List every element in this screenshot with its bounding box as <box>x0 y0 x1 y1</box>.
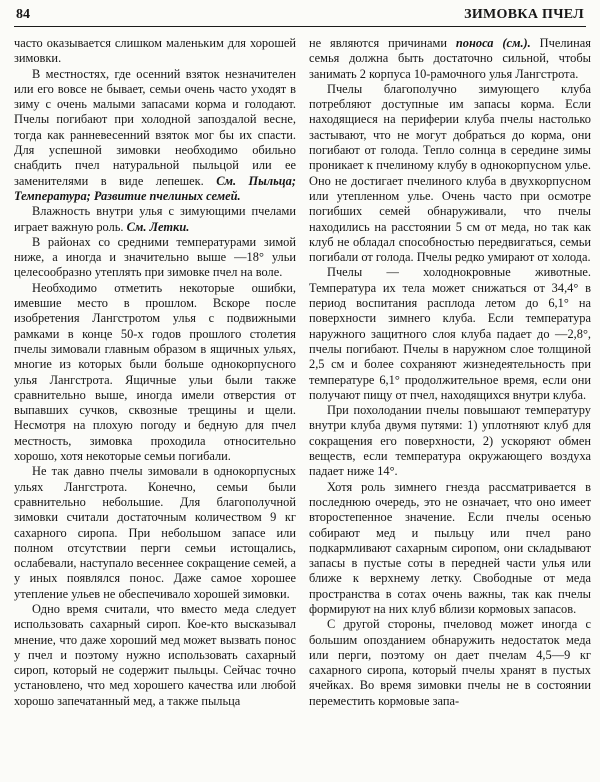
paragraph: С другой стороны, пчеловод может иногда с большим опозданием обнаружить недостаток меда или перги, поэтому он дает пчелам 4,5—9 кг сахарного сиропа, который пчелы хранят в пустых ячейках. Во время зимовки пчелы не в состоянии переместить кормовые запа- <box>309 617 591 708</box>
paragraph: не являются причинами поноса (см.). Пчелиная семья должна быть достаточно сильной, чтобы занимать 2 корпуса 10-рамочного улья Лангстрота. <box>309 36 592 81</box>
left-column <box>14 36 296 709</box>
running-title: ЗИМОВКА ПЧЕЛ <box>464 7 584 22</box>
paragraph: Влажность внутри улья с зимующими пчелами играет важную роль. См. Летки. <box>14 204 296 234</box>
paragraph: Хотя роль зимнего гнезда рассматривается в последнюю очередь, это не означает, что оно имеет второстепенное значение. Если пчелы осенью собирают мед и пыльцу или пчел рано подкармливают сахарным сиропом, они складывают запасы в пустые соты в передней части улья или ближе к верхнему летку. Свободные от меда пространства в сотах очень важны, так как пчелы формируют на них клуб вблизи кормовых запасов. <box>309 479 591 616</box>
page-header <box>14 4 586 27</box>
paragraph: В районах со средними температурами зимой ниже, а иногда и значительно выше —18° ульи целесообразно утеплять при зимовке пчел на воле. <box>14 234 296 280</box>
cross-reference: поноса (см.). <box>447 36 531 50</box>
paragraph: Необходимо отметить некоторые ошибки, имевшие место в прошлом. Вскоре после изобретения Лангстротом улья с подвижными рамками в конце 50-х годов прошлого столетия пчелы зимовали главным образом в ящичных ульях, многие из которых были больше однокорпусного улья Лангстрота. Ящичные ульи были также сравнительно выше, иногда имели отверстия от выпавших сучков, сквозные трещины и щели. Несмотря на плохую погоду и бедную для пчел местность, зимовка проходила относительно хорошо, хотя некоторые семьи погибали. <box>14 280 296 464</box>
paragraph: Пчелы благополучно зимующего клуба потребляют доступные им запасы корма. Если находящиеся на периферии клуба пчелы настолько застывают, что не могут добраться до корма, они погибают от голода. Тепло солнца в середине зимы проникает к пчелиному клубу в однокорпусном улье. Оно не достигает пчелиного клуба в двухкорпусном или утепленном улье. Очень часто при осмотре погибших семей обнаруживали, что пчелы находились на расстоянии 5 см от меда, но так как клуб не обладал способностью передвигаться, семьи погибали от голода. Пчелы редко умирают от холода. <box>309 81 591 265</box>
cross-reference: См. Летки. <box>123 219 190 234</box>
paragraph: Не так давно пчелы зимовали в однокорпусных ульях Лангстрота. Конечно, семьи были сравнительно небольшие. Для благополучной зимовки считали достаточным количеством 9 кг сахарного сиропа. При небольшом запасе или полном отсутствии перги семьи истощались, ослабевали, наступало весеннее сокращение семей, а у иных появлялся понос. Даже самое хорошее утепление ульев не обеспечивало хорошей зимовки. <box>14 464 296 601</box>
right-column <box>309 36 591 709</box>
paragraph: Пчелы — холоднокровные животные. Температура их тела может снижаться от 34,4° в период воспитания расплода летом до 6,1° на поверхности зимнего клуба. Если температура наружного защитного слоя клуба падает до —2,8°, пчелы погибают. Пчелы в наружном слое толщиной 2,5 см и более сохраняют жизнедеятельность при температуре 6,1° продолжительное время, если они получают пищу от пчел, находящихся внутри клуба. <box>309 265 591 402</box>
page-number: 84 <box>16 7 30 22</box>
paragraph: Одно время считали, что вместо меда следует использовать сахарный сироп. Кое-кто высказывал мнение, что даже хороший мед может вызвать понос у пчел и поэтому нужно использовать сахарный сироп, который не содержит пыльцы. Сейчас точно установлено, что мед хорошего качества или любой хорошо запечатанный мед, а также пыльца <box>14 601 296 708</box>
paragraph: При похолодании пчелы повышают температуру внутри клуба двумя путями: 1) уплотняют клуб для сокращения его поверхности, 2) ускоряют обмен веществ, если температура окружающего воздуха падает ниже 14°. <box>309 403 591 479</box>
paragraph: В местностях, где осенний взяток незначителен или его вовсе не бывает, семьи очень часто уходят в зиму с очень малыми запасами корма и голодают. Пчелы погибают при холодной запоздалой весне, тогда как ранневесенний взяток мог бы их спасти. Для успешной зимовки необходимо обильно снабдить пчел натуральной пыльцой или ее заменителями в виде лепешек. См. Пыльца; Температура; Развитие пчелиных семей. <box>14 66 297 203</box>
cross-reference: См. Пыльца; Температура; Развитие пчелиных семей. <box>14 173 297 203</box>
paragraph: часто оказывается слишком маленьким для хорошей зимовки. <box>14 36 296 66</box>
